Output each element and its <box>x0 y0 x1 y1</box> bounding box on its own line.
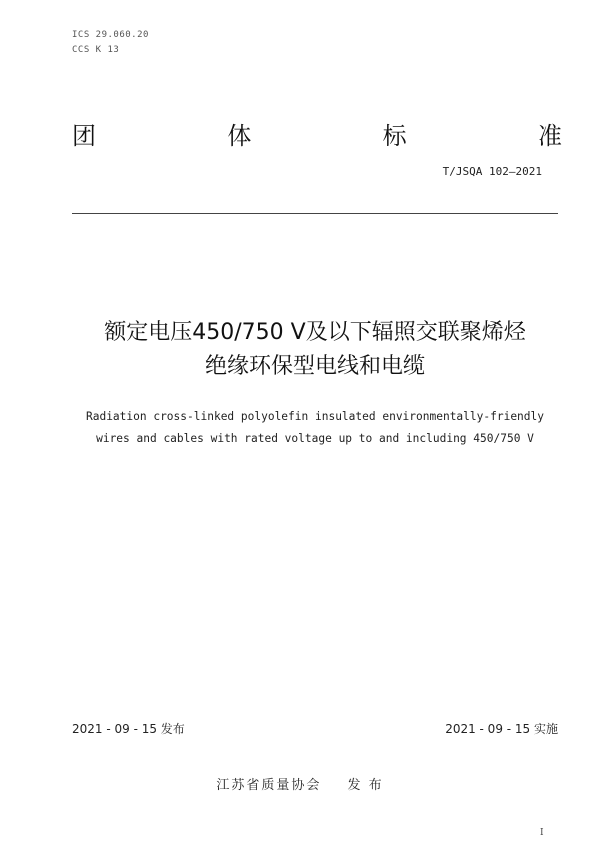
chinese-title-line-2: 绝缘环保型电线和电缆 <box>204 354 425 379</box>
standard-type-char-1: 团 <box>72 122 96 150</box>
publish-date: 2021 - 09 - 15 发布 <box>72 722 185 736</box>
standard-type-char-4: 准 <box>537 122 562 150</box>
issuer-action: 发 布 <box>347 778 384 793</box>
standard-type-heading <box>72 116 562 151</box>
page-number: I <box>540 828 544 838</box>
ccs-code: CCS K 13 <box>72 45 120 55</box>
chinese-title <box>40 316 590 384</box>
ics-code: ICS 29.060.20 <box>72 30 149 40</box>
issuer-line <box>0 774 600 793</box>
implement-date: 2021 - 09 - 15 实施 <box>445 722 558 736</box>
english-title <box>40 406 590 450</box>
standard-number: T/JSQA 102—2021 <box>442 165 542 178</box>
header-divider <box>72 213 558 214</box>
standard-type-char-3: 标 <box>382 122 407 150</box>
issuer-name: 江苏省质量协会 <box>216 778 322 793</box>
standard-type-char-2: 体 <box>227 122 252 150</box>
chinese-title-line-1: 额定电压450/750 V及以下辐照交联聚烯烃 <box>104 320 526 345</box>
english-title-line-1: Radiation cross-linked polyolefin insulated environmentally-friendly <box>85 410 544 423</box>
english-title-line-2: wires and cables with rated voltage up to and including 450/750 V <box>96 432 534 445</box>
